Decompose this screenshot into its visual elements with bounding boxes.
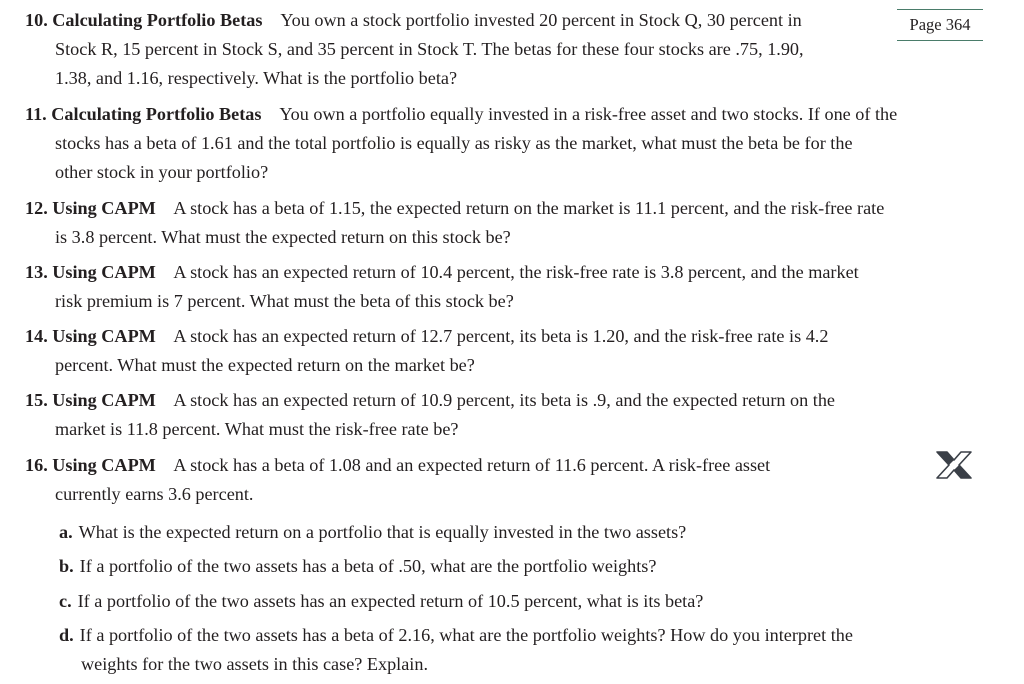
problem-text: A stock has a beta of 1.08 and an expected return of 11.6 percent. A risk-free asset [173,455,771,475]
problem-title: Using CAPM [52,390,156,410]
problem-text-line: stocks has a beta of 1.61 and the total portfolio is equally as risky as the market, what must the beta be for the [55,133,853,153]
problem-title: Using CAPM [52,326,156,346]
subpart-letter: a. [59,522,73,542]
problem-text: You own a stock portfolio invested 20 percent in Stock Q, 30 percent in [280,10,802,30]
problem-text-line: percent. What must the expected return on the market be? [55,355,475,375]
problem-number: 13. [25,262,48,282]
subpart-text: If a portfolio of the two assets has a beta of 2.16, what are the portfolio weights? How do you interpret the [79,625,853,645]
problem-text-line: market is 11.8 percent. What must the risk-free rate be? [55,419,459,439]
problem-14 [25,322,995,380]
problem-number: 14. [25,326,48,346]
problem-text-line: Stock R, 15 percent in Stock S, and 35 percent in Stock T. The betas for these four stocks are .75, 1.90, [55,39,804,59]
subpart-letter: c. [59,591,72,611]
subpart-letter: b. [59,556,74,576]
problem-16 [25,451,925,509]
subpart-c [59,587,979,616]
subpart-text: If a portfolio of the two assets has a beta of .50, what are the portfolio weights? [79,556,657,576]
problem-title: Using CAPM [52,198,156,218]
problem-number: 12. [25,198,48,218]
problem-12 [25,194,995,252]
problem-text-line: currently earns 3.6 percent. [55,484,254,504]
problem-text: A stock has an expected return of 10.9 percent, its beta is .9, and the expected return on the [173,390,836,410]
problem-text-line: risk premium is 7 percent. What must the beta of this stock be? [55,291,514,311]
subpart-d [59,621,979,679]
problem-title: Using CAPM [52,455,156,475]
subpart-text-line: weights for the two assets in this case? Explain. [81,654,429,674]
problem-text-line: 1.38, and 1.16, respectively. What is the portfolio beta? [55,68,458,88]
problem-13 [25,258,995,316]
problem-title: Calculating Portfolio Betas [51,104,262,124]
problem-text: A stock has a beta of 1.15, the expected return on the market is 11.1 percent, and the risk-free rate [173,198,885,218]
problem-number: 16. [25,455,48,475]
subpart-b [59,552,979,581]
problem-title: Calculating Portfolio Betas [52,10,263,30]
subpart-text: If a portfolio of the two assets has an expected return of 10.5 percent, what is its beta? [77,591,704,611]
problem-text: A stock has an expected return of 12.7 percent, its beta is 1.20, and the risk-free rate is 4.2 [173,326,829,346]
subpart-a [59,518,979,547]
problem-title: Using CAPM [52,262,156,282]
subpart-text: What is the expected return on a portfolio that is equally invested in the two assets? [78,522,687,542]
subpart-letter: d. [59,625,74,645]
problem-number: 10. [25,10,48,30]
problem-11 [25,100,995,187]
problem-text-line: other stock in your portfolio? [55,162,269,182]
problem-text: You own a portfolio equally invested in a risk-free asset and two stocks. If one of the [279,104,898,124]
problem-text: A stock has an expected return of 10.4 percent, the risk-free rate is 3.8 percent, and the market [173,262,859,282]
problem-text-line: is 3.8 percent. What must the expected return on this stock be? [55,227,511,247]
page-reference: Page 364 [897,9,983,41]
problem-10 [25,6,905,93]
problem-15 [25,386,995,444]
x-mark-icon[interactable] [935,450,973,480]
problem-number: 15. [25,390,48,410]
problem-number: 11. [25,104,47,124]
